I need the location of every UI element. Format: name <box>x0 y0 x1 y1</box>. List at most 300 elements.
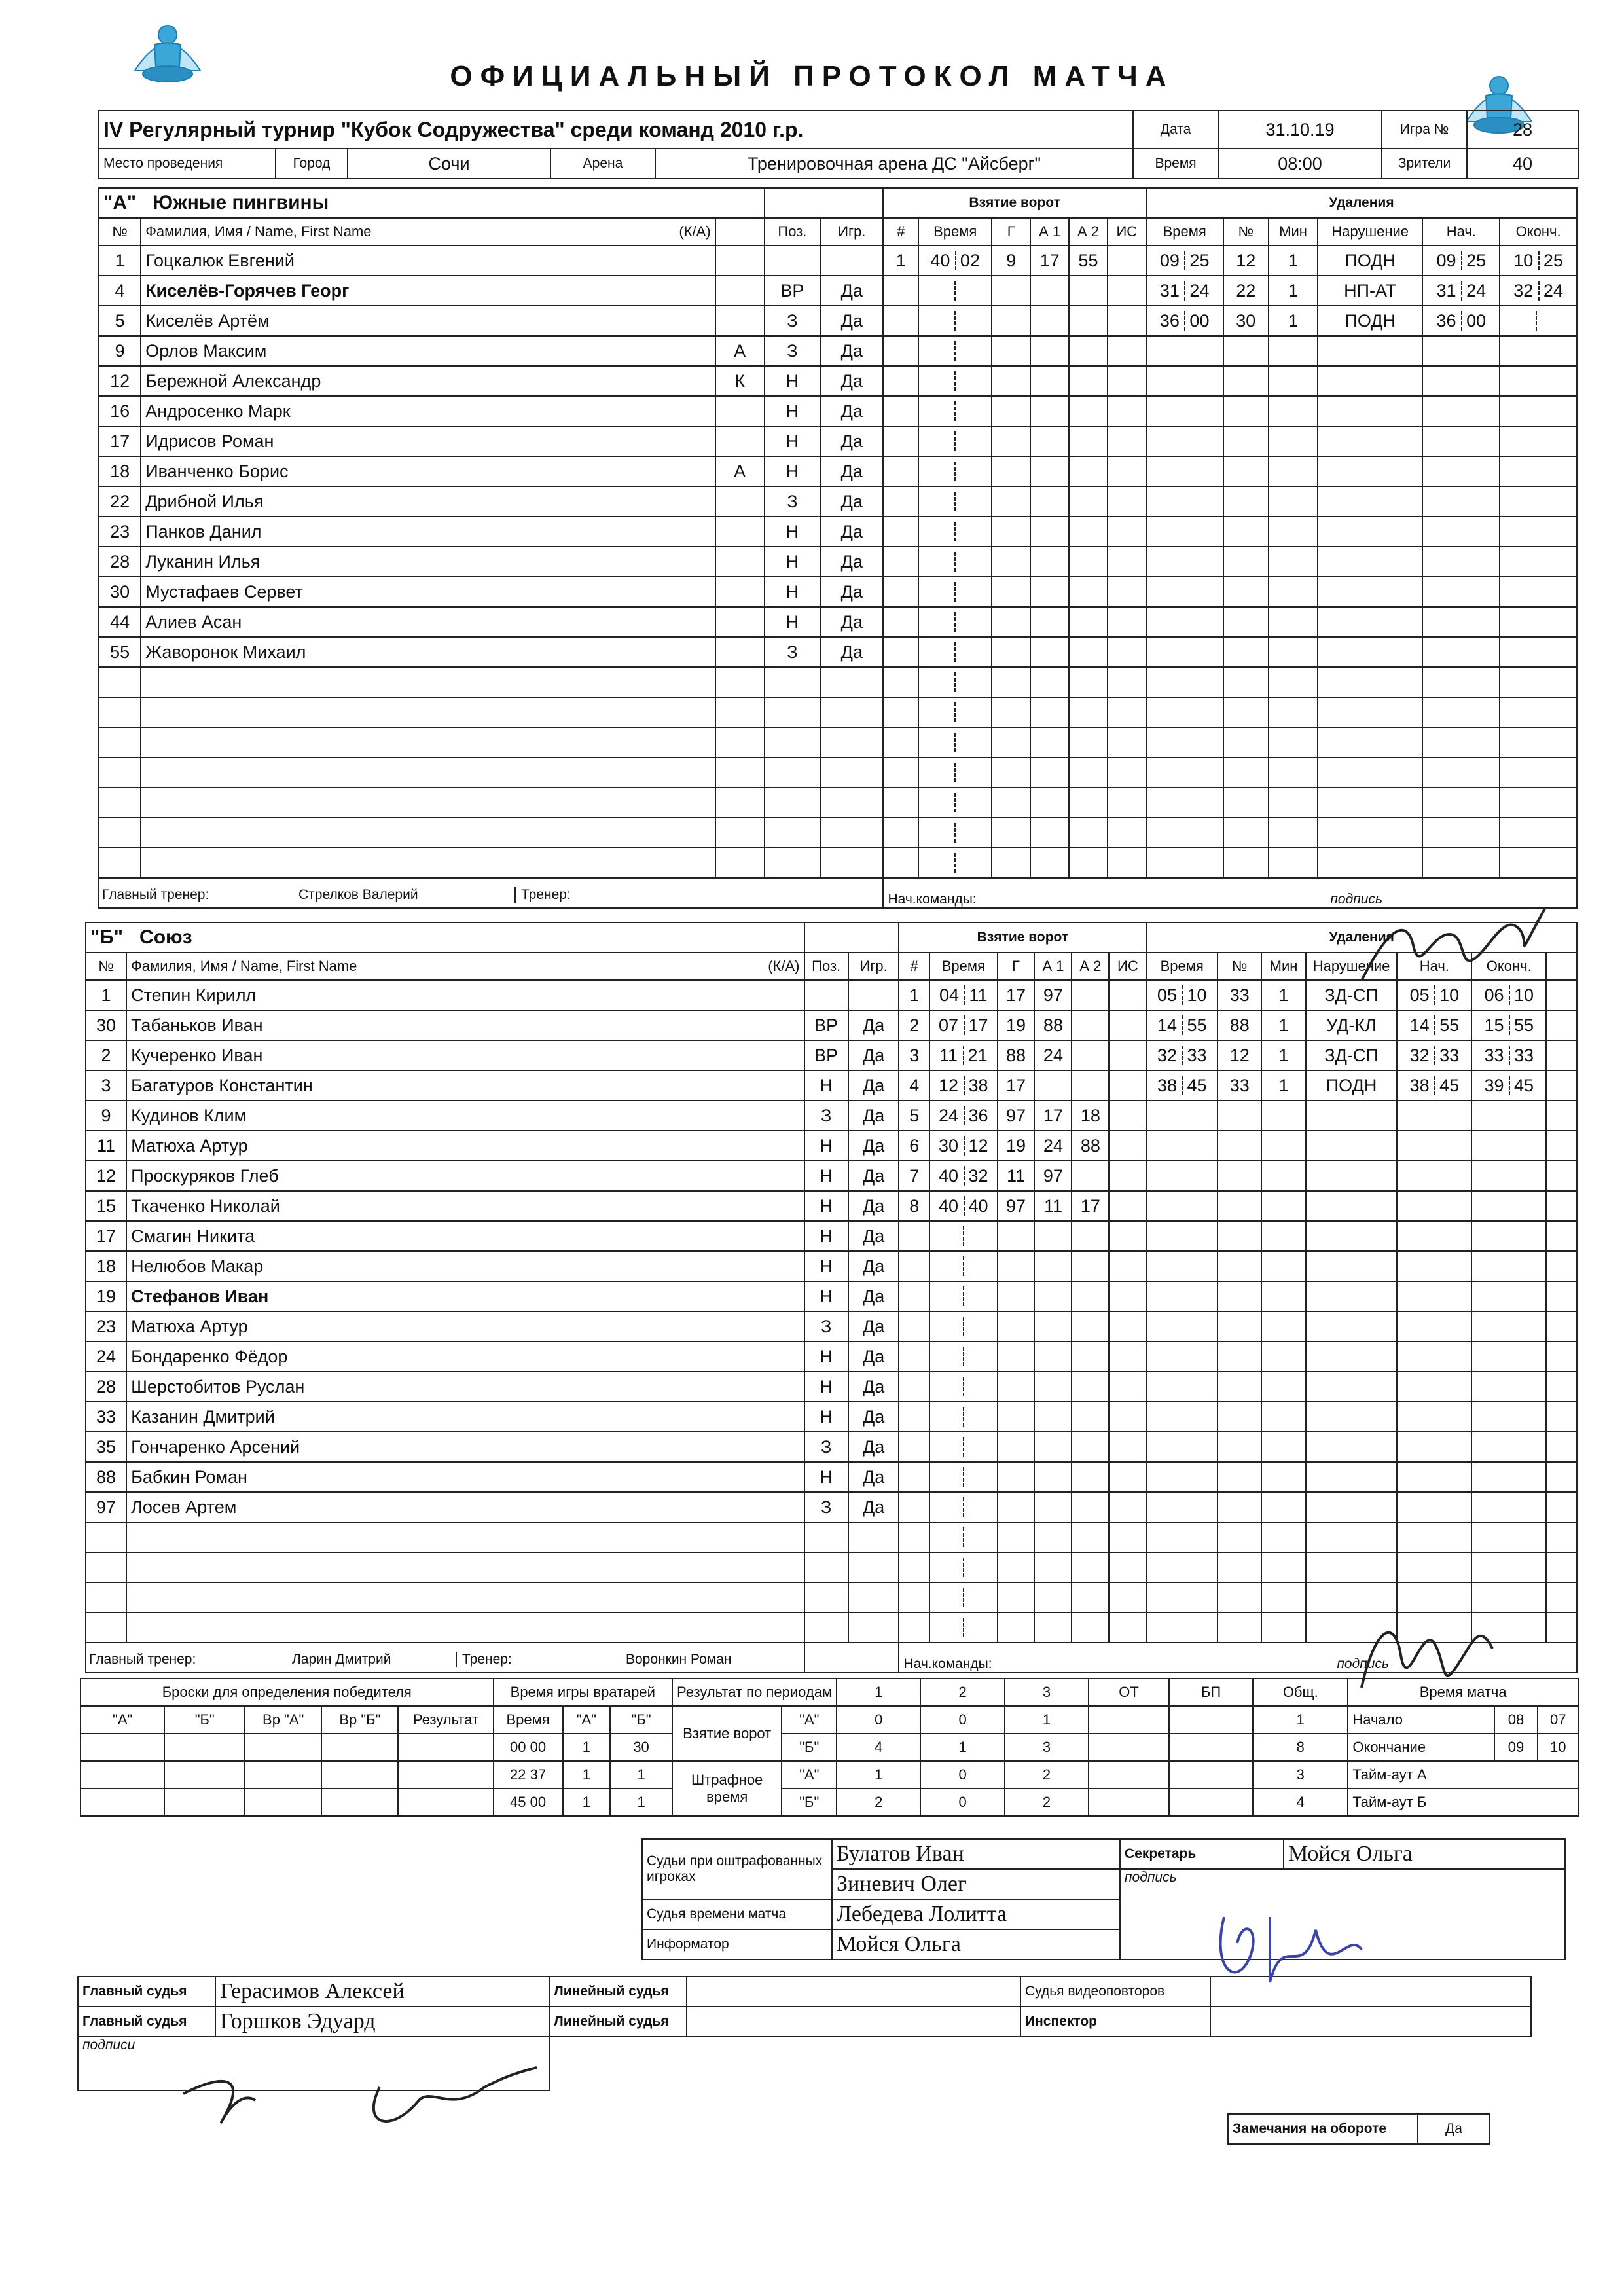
pen-end-min: 10 <box>1513 250 1534 270</box>
video-judge-label: Судья видеоповторов <box>1020 1977 1210 2007</box>
linesman-1-label: Линейный судья <box>549 1977 687 2007</box>
penalty-player <box>1223 607 1269 637</box>
player-name: Луканин Илья <box>141 547 715 577</box>
penalty-player <box>1223 848 1269 878</box>
shootout-header: Броски для определения победителя <box>81 1679 494 1706</box>
penalty-player: 12 <box>1223 246 1269 276</box>
captain-mark <box>715 757 765 788</box>
penalty-end <box>1471 1131 1546 1161</box>
penalty-time <box>1146 727 1223 757</box>
player-position: ВР <box>804 1040 848 1070</box>
penalty-end <box>1500 757 1577 788</box>
player-played: Да <box>820 426 883 456</box>
goal-assist-2 <box>1072 1432 1109 1462</box>
player-name <box>126 1582 804 1613</box>
goal-number <box>899 1552 929 1582</box>
penalty-start <box>1422 848 1500 878</box>
pen-start-sec: 24 <box>1461 281 1486 301</box>
player-row <box>99 547 1577 577</box>
player-name <box>126 1552 804 1582</box>
goal-scorer <box>998 1522 1035 1552</box>
penalty-violation <box>1318 336 1423 366</box>
penalty-judge-1: Булатов Иван <box>832 1839 1120 1869</box>
penalty-start <box>1397 1191 1471 1221</box>
penalty-player <box>1223 517 1269 547</box>
goal-scorer <box>998 1613 1035 1643</box>
goal-number: 1 <box>883 246 918 276</box>
goal-assist-1: 97 <box>1034 1161 1072 1191</box>
penalty-start <box>1422 486 1500 517</box>
player-number: 23 <box>99 517 141 547</box>
penalty-player: 12 <box>1218 1040 1261 1070</box>
goal-assist-2 <box>1072 1462 1109 1492</box>
goal-assist-2 <box>1069 396 1108 426</box>
goal-sec: 11 <box>964 985 988 1005</box>
goal-number: 8 <box>899 1191 929 1221</box>
start-label: Начало <box>1348 1706 1494 1734</box>
player-position: Н <box>765 577 821 607</box>
goal-time <box>929 1462 998 1492</box>
player-name <box>141 667 715 697</box>
penalty-player <box>1218 1372 1261 1402</box>
captain-mark <box>715 246 765 276</box>
assist1-header-b: А 1 <box>1034 953 1072 980</box>
player-row <box>86 1522 1577 1552</box>
goal-time <box>918 697 992 727</box>
goal-situation <box>1109 980 1146 1010</box>
penalty-violation <box>1306 1281 1398 1311</box>
goal-time <box>918 788 992 818</box>
goal-time <box>929 1221 998 1251</box>
period-1-header: 1 <box>837 1679 920 1706</box>
remarks-value: Да <box>1418 2114 1490 2144</box>
goal-number <box>883 788 918 818</box>
goal-scorer <box>992 788 1030 818</box>
goal-time <box>929 1010 998 1040</box>
goal-assist-1 <box>1030 757 1069 788</box>
penalty-time <box>1146 486 1223 517</box>
goal-time <box>929 1311 998 1341</box>
player-position: Н <box>765 517 821 547</box>
goal-assist-2 <box>1072 1070 1109 1101</box>
player-name <box>126 1522 804 1552</box>
goal-time <box>929 1191 998 1221</box>
penalty-end <box>1471 1341 1546 1372</box>
player-number <box>99 697 141 727</box>
player-position: ВР <box>765 276 821 306</box>
penalty-minutes <box>1269 788 1318 818</box>
player-number: 17 <box>86 1221 126 1251</box>
goal-scorer <box>992 637 1030 667</box>
player-position <box>804 1582 848 1613</box>
penalty-time <box>1146 456 1223 486</box>
team-a-signature-label: подпись <box>1330 892 1382 907</box>
penalty-time <box>1146 757 1223 788</box>
penalty-violation <box>1306 1432 1398 1462</box>
player-name: Бондаренко Фёдор <box>126 1341 804 1372</box>
player-number: 5 <box>99 306 141 336</box>
goal-assist-1 <box>1030 818 1069 848</box>
player-row <box>86 1492 1577 1522</box>
goal-situation <box>1109 1281 1146 1311</box>
player-name: Табаньков Иван <box>126 1010 804 1040</box>
goal-assist-1 <box>1030 848 1069 878</box>
goal-situation <box>1108 818 1146 848</box>
player-position: З <box>765 486 821 517</box>
goal-assist-1 <box>1030 366 1069 396</box>
end-label: Окончание <box>1348 1734 1494 1761</box>
player-played: Да <box>820 336 883 366</box>
penalty-start <box>1397 1552 1471 1582</box>
captain-mark <box>715 396 765 426</box>
gk-row3-ss: 00 <box>530 1794 547 1810</box>
penalty-violation <box>1318 366 1423 396</box>
penalties-header-b: Удаления <box>1146 922 1577 953</box>
goal-scorer <box>992 276 1030 306</box>
pen-time-header: Время <box>1146 218 1223 246</box>
goal-num-header-b: # <box>899 953 929 980</box>
penalty-player: 30 <box>1223 306 1269 336</box>
penalty-start <box>1422 667 1500 697</box>
officials-section <box>641 1838 1564 1960</box>
pos-header-b: Поз. <box>804 953 848 980</box>
venue-label: Место проведения <box>99 149 276 179</box>
penalty-end <box>1500 396 1577 426</box>
player-position: Н <box>765 607 821 637</box>
penalty-player: 22 <box>1223 276 1269 306</box>
penalty-end <box>1471 1311 1546 1341</box>
gk-row3-a: 1 <box>563 1789 611 1816</box>
goal-number <box>899 1311 929 1341</box>
inspector-label: Инспектор <box>1020 2007 1210 2037</box>
player-number <box>86 1613 126 1643</box>
penalty-end <box>1500 426 1577 456</box>
player-name <box>141 848 715 878</box>
team-b-coach-label: Тренер: <box>456 1652 626 1667</box>
goal-assist-1 <box>1034 1613 1072 1643</box>
penalty-minutes: 1 <box>1261 1010 1305 1040</box>
penalty-end <box>1471 1372 1546 1402</box>
goal-scorer: 17 <box>998 1070 1035 1101</box>
goal-assist-1 <box>1034 1372 1072 1402</box>
goal-time <box>918 757 992 788</box>
officials-table <box>641 1838 1566 1960</box>
goal-scorer <box>998 1552 1035 1582</box>
goal-assist-2 <box>1069 276 1108 306</box>
player-row <box>99 517 1577 547</box>
penalty-player: 88 <box>1218 1010 1261 1040</box>
goal-time <box>918 276 992 306</box>
goal-number: 4 <box>899 1070 929 1101</box>
player-position: ВР <box>804 1010 848 1040</box>
pim-team-b-label: "Б" <box>782 1789 837 1816</box>
goal-time <box>929 1402 998 1432</box>
team-b-letter: "Б" <box>90 926 124 948</box>
penalty-time <box>1146 1492 1218 1522</box>
player-number: 33 <box>86 1402 126 1432</box>
tournament-name: IV Регулярный турнир "Кубок Содружества" среди команд 2010 г.р. <box>99 111 1133 149</box>
player-played <box>820 788 883 818</box>
goal-number <box>883 818 918 848</box>
goal-scorer: 9 <box>992 246 1030 276</box>
goal-scorer <box>998 1462 1035 1492</box>
penalty-violation <box>1306 1402 1398 1432</box>
penalty-minutes <box>1269 396 1318 426</box>
player-row <box>99 727 1577 757</box>
goal-situation <box>1109 1462 1146 1492</box>
so-gk-b: Вр "Б" <box>321 1706 398 1734</box>
goal-situation <box>1109 1161 1146 1191</box>
player-name: Бабкин Роман <box>126 1462 804 1492</box>
so-result: Результат <box>398 1706 493 1734</box>
goal-assist-1: 17 <box>1034 1101 1072 1131</box>
goal-number <box>883 396 918 426</box>
player-number: 18 <box>86 1251 126 1281</box>
penalty-minutes <box>1269 336 1318 366</box>
team-a-chief-signature-icon <box>1348 889 1564 1007</box>
end-minute: 10 <box>1538 1734 1578 1761</box>
player-position <box>765 848 821 878</box>
pen-start-header: Нач. <box>1422 218 1500 246</box>
penalty-time <box>1146 246 1223 276</box>
goal-situation <box>1108 727 1146 757</box>
head-ref-1-label: Главный судья <box>78 1977 215 2007</box>
player-position: Н <box>804 1131 848 1161</box>
penalty-minutes: 1 <box>1269 246 1318 276</box>
goal-assist-1 <box>1030 788 1069 818</box>
penalty-violation <box>1306 1341 1398 1372</box>
goal-min: 11 <box>939 1045 958 1065</box>
penalty-end <box>1500 577 1577 607</box>
penalty-player <box>1223 667 1269 697</box>
player-position: З <box>765 336 821 366</box>
player-row <box>86 1131 1577 1161</box>
player-number: 35 <box>86 1432 126 1462</box>
penalty-start <box>1397 1010 1471 1040</box>
player-name <box>141 727 715 757</box>
informer-label: Информатор <box>642 1929 832 1959</box>
captain-mark <box>715 426 765 456</box>
player-row <box>86 1402 1577 1432</box>
player-played: Да <box>848 1341 899 1372</box>
player-name: Жаворонок Михаил <box>141 637 715 667</box>
goal-assist-2: 55 <box>1069 246 1108 276</box>
goal-min: 30 <box>938 1135 959 1156</box>
spacer-cell <box>1546 1040 1577 1070</box>
goal-assist-1: 97 <box>1034 980 1072 1010</box>
pen-end-sec: 25 <box>1538 251 1563 270</box>
goal-assist-1 <box>1034 1552 1072 1582</box>
player-row <box>99 486 1577 517</box>
goal-assist-2 <box>1069 336 1108 366</box>
goal-sec: 12 <box>964 1136 988 1156</box>
goal-scorer <box>998 1311 1035 1341</box>
match-time-header: Время матча <box>1348 1679 1578 1706</box>
goal-number <box>883 336 918 366</box>
pim-a-p3: 2 <box>1005 1761 1089 1789</box>
pen-sec: 25 <box>1184 251 1209 270</box>
penalty-minutes: 1 <box>1261 980 1305 1010</box>
goal-situation <box>1108 246 1146 276</box>
timekeeper-label: Судья времени матча <box>642 1899 832 1929</box>
penalty-violation <box>1306 1462 1398 1492</box>
so-team-b: "Б" <box>164 1706 245 1734</box>
penalty-violation <box>1306 1522 1398 1552</box>
player-position <box>804 1552 848 1582</box>
spacer-cell <box>1546 1552 1577 1582</box>
penalty-start <box>1397 1221 1471 1251</box>
gk-row3-b: 1 <box>610 1789 672 1816</box>
start-minute: 07 <box>1538 1706 1578 1734</box>
team-a-head-coach-label: Главный тренер: <box>102 886 209 902</box>
linesman-2-label: Линейный судья <box>549 2007 687 2037</box>
penalty-minutes <box>1261 1101 1305 1131</box>
player-name: Степин Кирилл <box>126 980 804 1010</box>
goal-scorer: 17 <box>998 980 1035 1010</box>
player-position: Н <box>804 1161 848 1191</box>
goal-number <box>883 637 918 667</box>
shootout-col-header: БП <box>1169 1679 1253 1706</box>
goal-assist-2 <box>1069 517 1108 547</box>
penalty-time <box>1146 1191 1218 1221</box>
team-b-head-coach-label: Главный тренер: <box>89 1651 196 1667</box>
player-row <box>86 1161 1577 1191</box>
goal-time <box>918 517 992 547</box>
goal-min: 04 <box>939 985 960 1005</box>
pen-end-sec: 33 <box>1509 1046 1534 1065</box>
goals-a-total: 1 <box>1253 1706 1348 1734</box>
gk-row2-ss: 37 <box>530 1766 547 1783</box>
penalty-end <box>1471 1552 1546 1582</box>
player-played: Да <box>848 1040 899 1070</box>
penalty-minutes <box>1261 1402 1305 1432</box>
goal-assist-2 <box>1069 306 1108 336</box>
player-row <box>86 1281 1577 1311</box>
goal-scorer <box>992 396 1030 426</box>
goal-situation <box>1109 1613 1146 1643</box>
player-position: Н <box>804 1191 848 1221</box>
goal-assist-2 <box>1069 848 1108 878</box>
goals-b-p1: 4 <box>837 1734 920 1761</box>
penalty-start <box>1422 818 1500 848</box>
goal-time <box>918 727 992 757</box>
penalty-judge-2: Зиневич Олег <box>832 1869 1120 1899</box>
document-title: ОФИЦИАЛЬНЫЙ ПРОТОКОЛ МАТЧА <box>450 60 1174 92</box>
gk-row1-b: 30 <box>610 1734 672 1761</box>
player-number <box>86 1582 126 1613</box>
penalty-start <box>1397 1131 1471 1161</box>
player-position: Н <box>804 1341 848 1372</box>
penalty-player <box>1223 426 1269 456</box>
captain-mark <box>715 637 765 667</box>
penalty-minutes <box>1261 1492 1305 1522</box>
penalty-violation <box>1306 1221 1398 1251</box>
penalty-violation <box>1318 426 1423 456</box>
player-played: Да <box>848 1372 899 1402</box>
player-name: Иванченко Борис <box>141 456 715 486</box>
timeout-a-label: Тайм-аут А <box>1348 1761 1578 1789</box>
penalty-time <box>1146 1522 1218 1552</box>
penalty-violation <box>1318 727 1423 757</box>
goal-scorer <box>998 1281 1035 1311</box>
penalty-end <box>1471 1161 1546 1191</box>
player-row <box>99 788 1577 818</box>
penalty-end <box>1500 727 1577 757</box>
player-name: Гоцкалюк Евгений <box>141 246 715 276</box>
goal-assist-2 <box>1069 637 1108 667</box>
team-b-chief-signature-icon <box>1342 1603 1512 1707</box>
player-name: Киселёв-Горячев Георг <box>141 276 715 306</box>
penalty-player <box>1223 486 1269 517</box>
player-played: Да <box>848 1281 899 1311</box>
goal-time <box>929 1552 998 1582</box>
penalty-time <box>1146 1462 1218 1492</box>
goal-time <box>918 607 992 637</box>
goal-time-header: Время <box>918 218 992 246</box>
player-played: Да <box>820 577 883 607</box>
goal-assist-1 <box>1030 697 1069 727</box>
captain-mark <box>715 547 765 577</box>
player-row <box>99 426 1577 456</box>
spacer-cell <box>1546 1341 1577 1372</box>
team-a-section <box>98 187 1578 909</box>
penalty-end <box>1471 1251 1546 1281</box>
player-number: 28 <box>99 547 141 577</box>
player-row <box>99 246 1577 276</box>
goal-assist-2 <box>1072 1522 1109 1552</box>
penalty-minutes <box>1261 1372 1305 1402</box>
penalty-time <box>1146 818 1223 848</box>
goal-assist-2 <box>1072 1281 1109 1311</box>
penalty-start <box>1422 637 1500 667</box>
time-label: Время <box>1133 149 1218 179</box>
player-name: Матюха Артур <box>126 1131 804 1161</box>
goal-time <box>918 667 992 697</box>
player-played <box>848 1613 899 1643</box>
penalty-minutes <box>1269 426 1318 456</box>
player-row <box>86 1070 1577 1101</box>
penalty-minutes <box>1269 818 1318 848</box>
penalty-player <box>1218 1402 1261 1432</box>
penalty-time <box>1146 547 1223 577</box>
player-name: Мустафаев Сервет <box>141 577 715 607</box>
pen-end-min: 39 <box>1484 1075 1504 1095</box>
player-played: Да <box>848 1070 899 1101</box>
pen-sec: 55 <box>1182 1015 1206 1035</box>
goal-number: 6 <box>899 1131 929 1161</box>
penalty-minutes <box>1261 1251 1305 1281</box>
team-b-section <box>85 922 1578 1673</box>
goal-time <box>929 1492 998 1522</box>
penalty-minutes <box>1269 848 1318 878</box>
pen-end-min: 33 <box>1484 1045 1504 1065</box>
pen-start-sec: 45 <box>1434 1076 1459 1095</box>
goal-assist-2 <box>1072 1492 1109 1522</box>
goal-scorer <box>992 517 1030 547</box>
goal-scorer <box>992 426 1030 456</box>
goal-situation <box>1108 366 1146 396</box>
goal-number <box>899 1341 929 1372</box>
total-header: Общ. <box>1253 1679 1348 1706</box>
penalty-judges-label: Судьи при оштрафованных игроках <box>642 1839 832 1899</box>
penalty-minutes <box>1269 456 1318 486</box>
period-2-header: 2 <box>920 1679 1004 1706</box>
goal-min: 24 <box>938 1105 959 1125</box>
player-name: Казанин Дмитрий <box>126 1402 804 1432</box>
penalty-start <box>1397 1432 1471 1462</box>
goal-scorer <box>992 486 1030 517</box>
penalty-time <box>1146 1251 1218 1281</box>
